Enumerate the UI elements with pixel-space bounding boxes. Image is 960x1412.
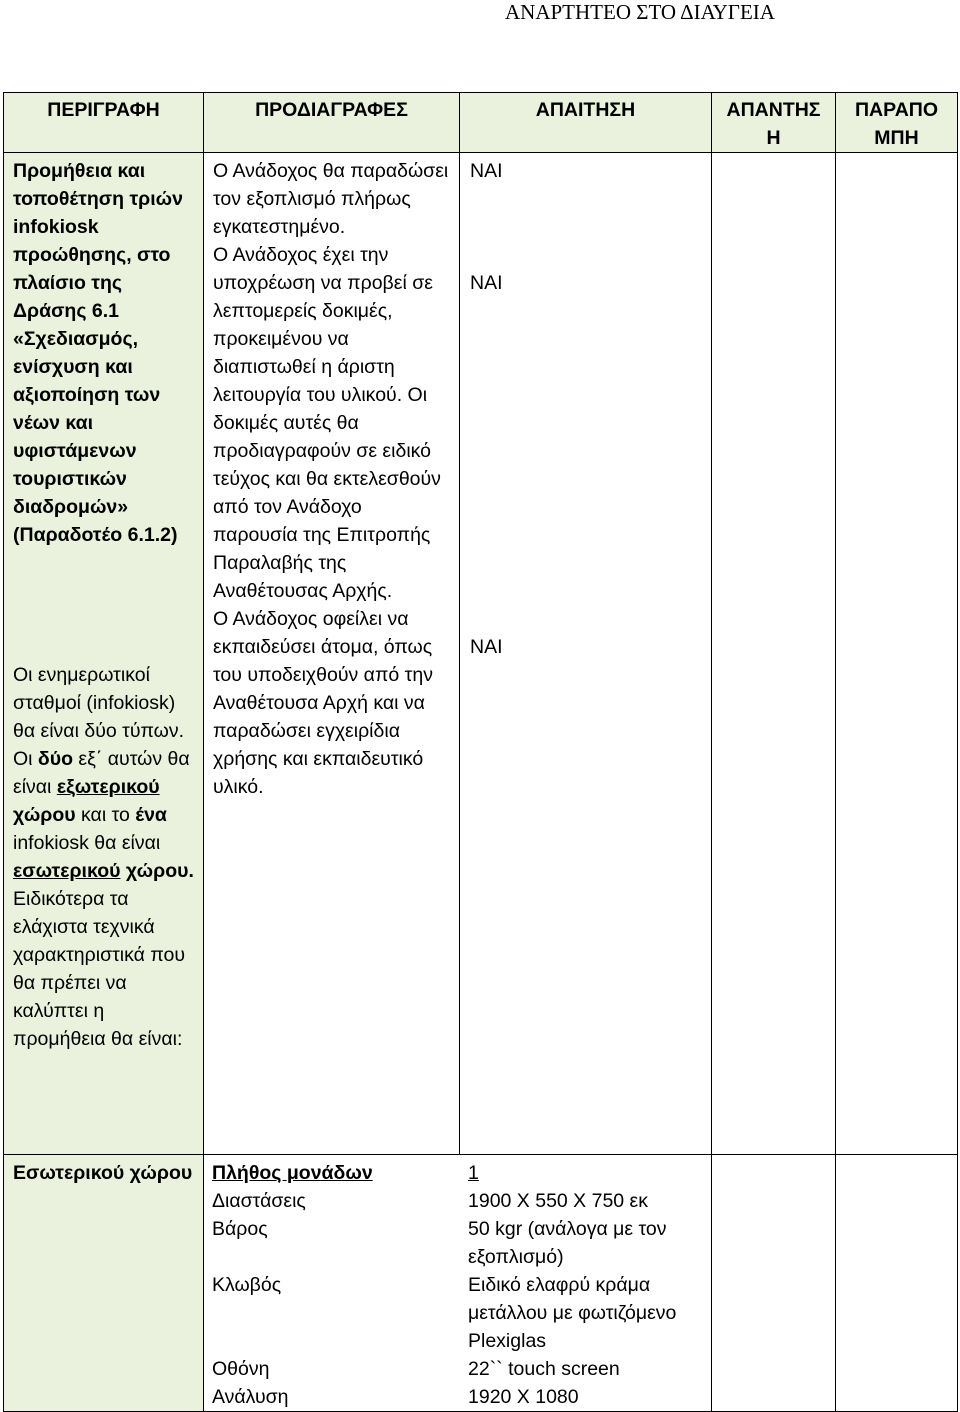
spec-text-1: Ο Ανάδοχος θα παραδώσει τον εξοπλισμό πλήρως εγκατεστημένο.: [213, 160, 449, 238]
indoor-spec-name: Οθόνη: [212, 1358, 270, 1380]
indoor-spec-value: 1900 Χ 550 Χ 750 εκ: [468, 1190, 648, 1212]
spec-requirement-1: ΝΑΙ: [470, 160, 503, 182]
spec-text-3: Ο Ανάδοχος οφείλει να εκπαιδεύσει άτομα, όπως του υποδειχθούν από την Αναθέτουσα Αρχή και να παραδώσει εγχειρίδια χρήσης και εκπαιδευτικό υλικό.: [213, 608, 433, 798]
header-description: ΠΕΡΙΓΡΑΦΗ: [4, 93, 204, 153]
reference-cell: [836, 153, 958, 1155]
indoor-specs-cell: [204, 1155, 712, 1412]
indoor-spec-value: 50 kgr (ανάλογα με τον εξοπλισμό): [468, 1218, 667, 1268]
specifications-table: [3, 92, 958, 1412]
description-cell: [4, 153, 204, 1155]
indoor-spec-name: Πλήθος μονάδων: [212, 1162, 373, 1184]
indoor-reference-cell: [836, 1155, 958, 1412]
table-row: [4, 1155, 958, 1412]
header-requirement: ΑΠΑΙΤΗΣΗ: [460, 93, 712, 153]
header-answer: ΑΠΑΝΤΗΣΗ: [712, 93, 836, 153]
indoor-spec-row: [204, 1159, 711, 1187]
indoor-spec-row: [204, 1187, 711, 1215]
spec-text-2: Ο Ανάδοχος έχει την υποχρέωση να προβεί σε λεπτομερείς δοκιμές, προκειμένου να διαπιστωθεί η άριστη λειτουργία του υλικού. Οι δοκιμές αυτές θα προδιαγραφούν σε ειδικό τεύχος και θα εκτελεσθούν από τον Ανάδοχο παρουσία της Επιτροπής Παραλαβής της Αναθέτουσας Αρχής.: [213, 244, 441, 602]
indoor-spec-row: [204, 1271, 711, 1355]
indoor-label-cell: [4, 1155, 204, 1412]
requirement-cell: [460, 153, 712, 1155]
answer-cell: [712, 153, 836, 1155]
spec-requirement-2: ΝΑΙ: [470, 272, 503, 294]
table-header-row: [4, 93, 958, 153]
description-title: Προμήθεια και τοποθέτηση τριών infokiosk προώθησης, στο πλαίσιο της Δράσης 6.1 «Σχεδιασμός, ενίσχυση και αξιοποίηση των νέων και υφιστάμενων τουριστικών διαδρομών» (Παραδοτέο 6.1.2): [13, 160, 183, 546]
indoor-spec-name: Διαστάσεις: [212, 1190, 306, 1212]
indoor-spec-value: 22`` touch screen: [468, 1358, 620, 1380]
specifications-cell: [204, 153, 460, 1155]
indoor-spec-value: Ειδικό ελαφρύ κράμα μετάλλου με φωτιζόμενο Plexiglas: [468, 1274, 677, 1352]
header-specifications: ΠΡΟΔΙΑΓΡΑΦΕΣ: [204, 93, 460, 153]
indoor-spec-value: 1920 Χ 1080: [468, 1386, 579, 1408]
indoor-spec-row: [204, 1383, 711, 1411]
indoor-label: Εσωτερικού χώρου: [13, 1162, 193, 1184]
indoor-spec-row: [204, 1215, 711, 1271]
indoor-spec-name: Κλωβός: [212, 1274, 282, 1296]
indoor-spec-name: Βάρος: [212, 1218, 268, 1240]
indoor-spec-name: Ανάλυση: [212, 1386, 289, 1408]
indoor-spec-row: [204, 1355, 711, 1383]
description-types: Οι ενημερωτικοί σταθμοί (infokiosk) θα είναι δύο τύπων.: [13, 664, 185, 742]
indoor-spec-value: 1: [468, 1162, 479, 1184]
table-row: [4, 153, 958, 1155]
indoor-answer-cell: [712, 1155, 836, 1412]
header-reference: ΠΑΡΑΠΟΜΠΗ: [836, 93, 958, 153]
spec-requirement-3: ΝΑΙ: [470, 636, 503, 658]
description-details: Οι δύο εξ΄ αυτών θα είναι εξωτερικού χώρου και το ένα infokiosk θα είναι εσωτερικού χώρου. Ειδικότερα τα ελάχιστα τεχνικά χαρακτηριστικά που θα πρέπει να καλύπτει η προμήθεια θα είναι:: [13, 748, 194, 1050]
page-header: ΑΝΑΡΤΗΤΕΟ ΣΤΟ ΔΙΑΥΓΕΙΑ: [505, 0, 775, 24]
